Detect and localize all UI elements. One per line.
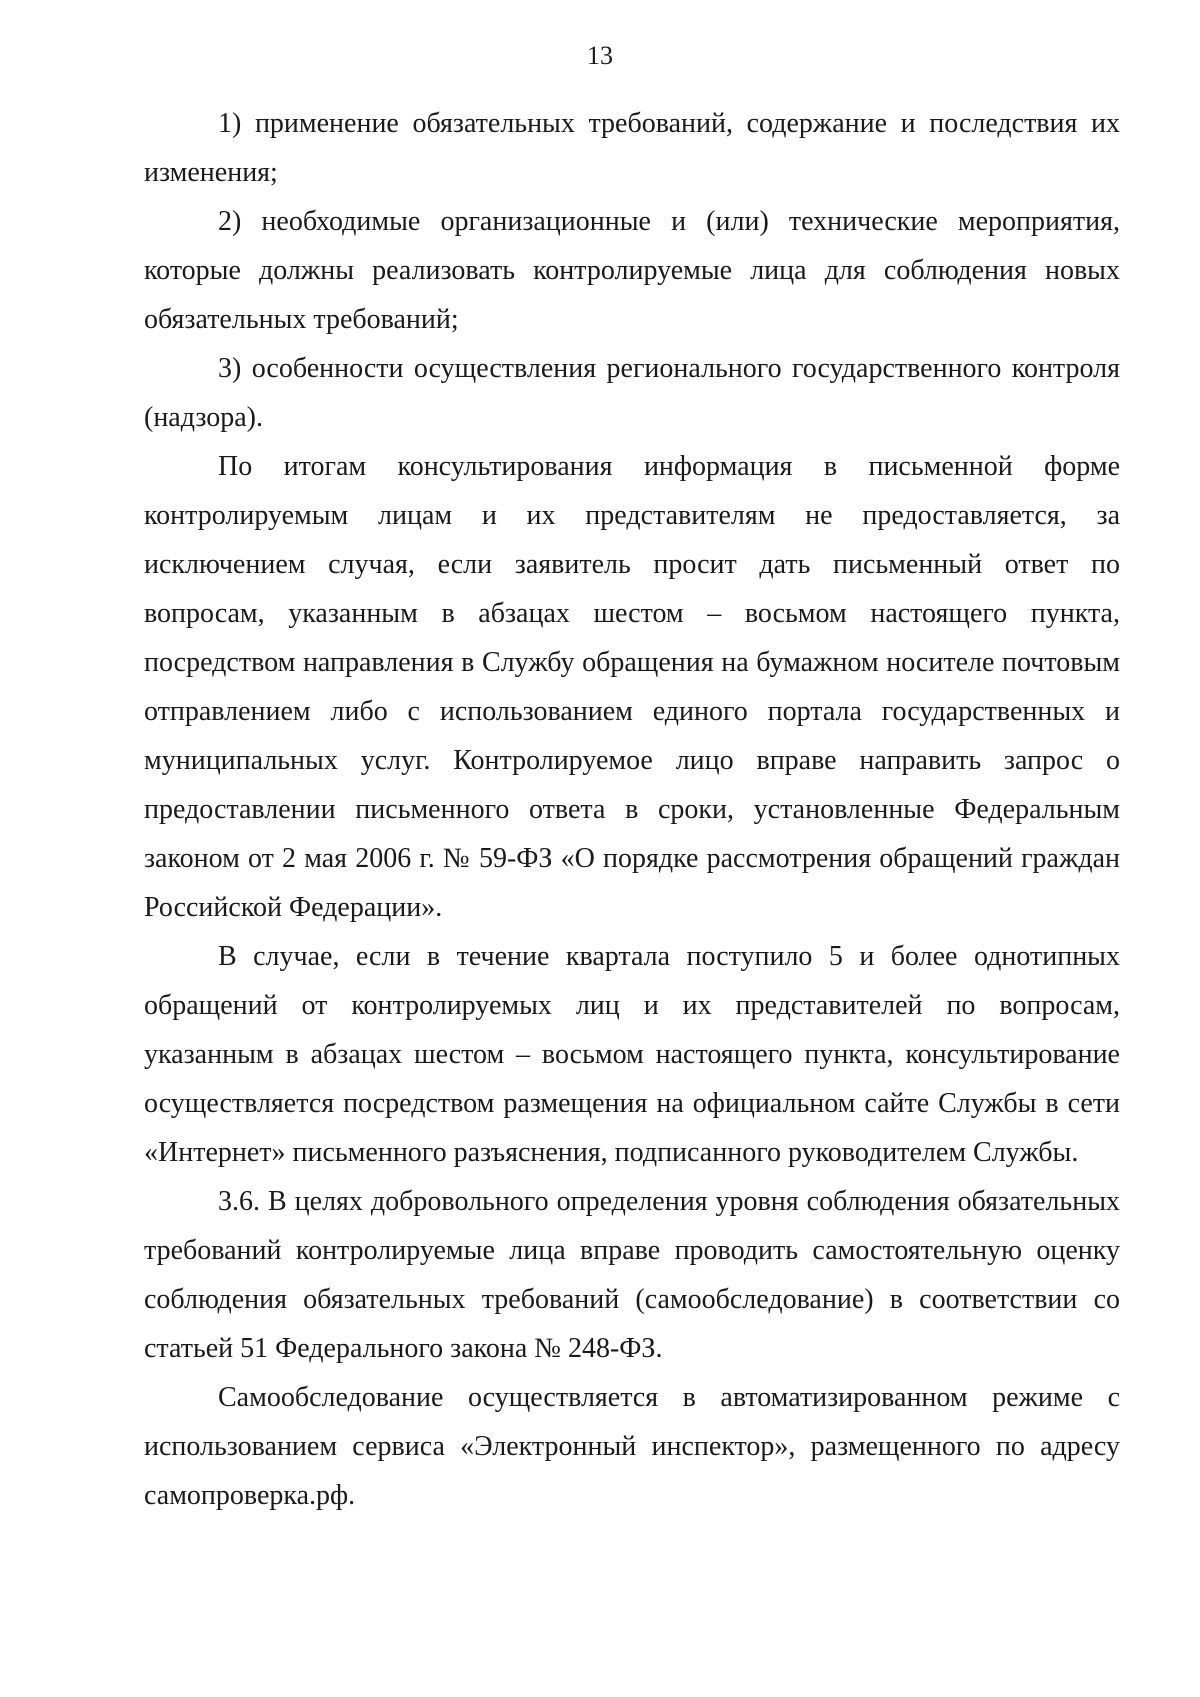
paragraph-item-2: 2) необходимые организационные и (или) технические мероприятия, которые должны реализовать контролируемые лица для соблюдения новых обязательных требований; bbox=[144, 206, 1120, 335]
paragraph-3-6-self-assessment: 3.6. В целях добровольного определения уровня соблюдения обязательных требований контролируемые лица вправе проводить самостоятельную оценку соблюдения обязательных требований (самообследование) в соответствии со статьей 51 Федерального закона № 248-ФЗ. bbox=[144, 1186, 1120, 1364]
paragraph-mass-inquiries: В случае, если в течение квартала поступило 5 и более однотипных обращений от контролируемых лиц и их представителей по вопросам, указанным в абзацах шестом – восьмом настоящего пункта, консультирование осуществляется посредством размещения на официальном сайте Службы в сети «Интернет» письменного разъяснения, подписанного руководителем Службы. bbox=[144, 941, 1120, 1168]
paragraph-item-3: 3) особенности осуществления регионального государственного контроля (надзора). bbox=[144, 353, 1120, 433]
page-number: 13 bbox=[587, 41, 613, 70]
paragraph-consulting-response: По итогам консультирования информация в письменной форме контролируемым лицам и их представителям не предоставляется, за исключением случая, если заявитель просит дать письменный ответ по вопросам, указанным в абзацах шестом – восьмом настоящего пункта, посредством направления в Службу обращения на бумажном носителе почтовым отправлением либо с использованием единого портала государственных и муниципальных услуг. Контролируемое лицо вправе направить запрос о предоставлении письменного ответа в сроки, установленные Федеральным законом от 2 мая 2006 г. № 59-ФЗ «О порядке рассмотрения обращений граждан Российской Федерации». bbox=[144, 451, 1120, 923]
document-body bbox=[144, 99, 1120, 1520]
paragraph-item-1: 1) применение обязательных требований, содержание и последствия их изменения; bbox=[144, 108, 1120, 188]
paragraph-self-assessment-service: Самообследование осуществляется в автоматизированном режиме с использованием сервиса «Электронный инспектор», размещенного по адресу самопроверка.рф. bbox=[144, 1382, 1120, 1511]
